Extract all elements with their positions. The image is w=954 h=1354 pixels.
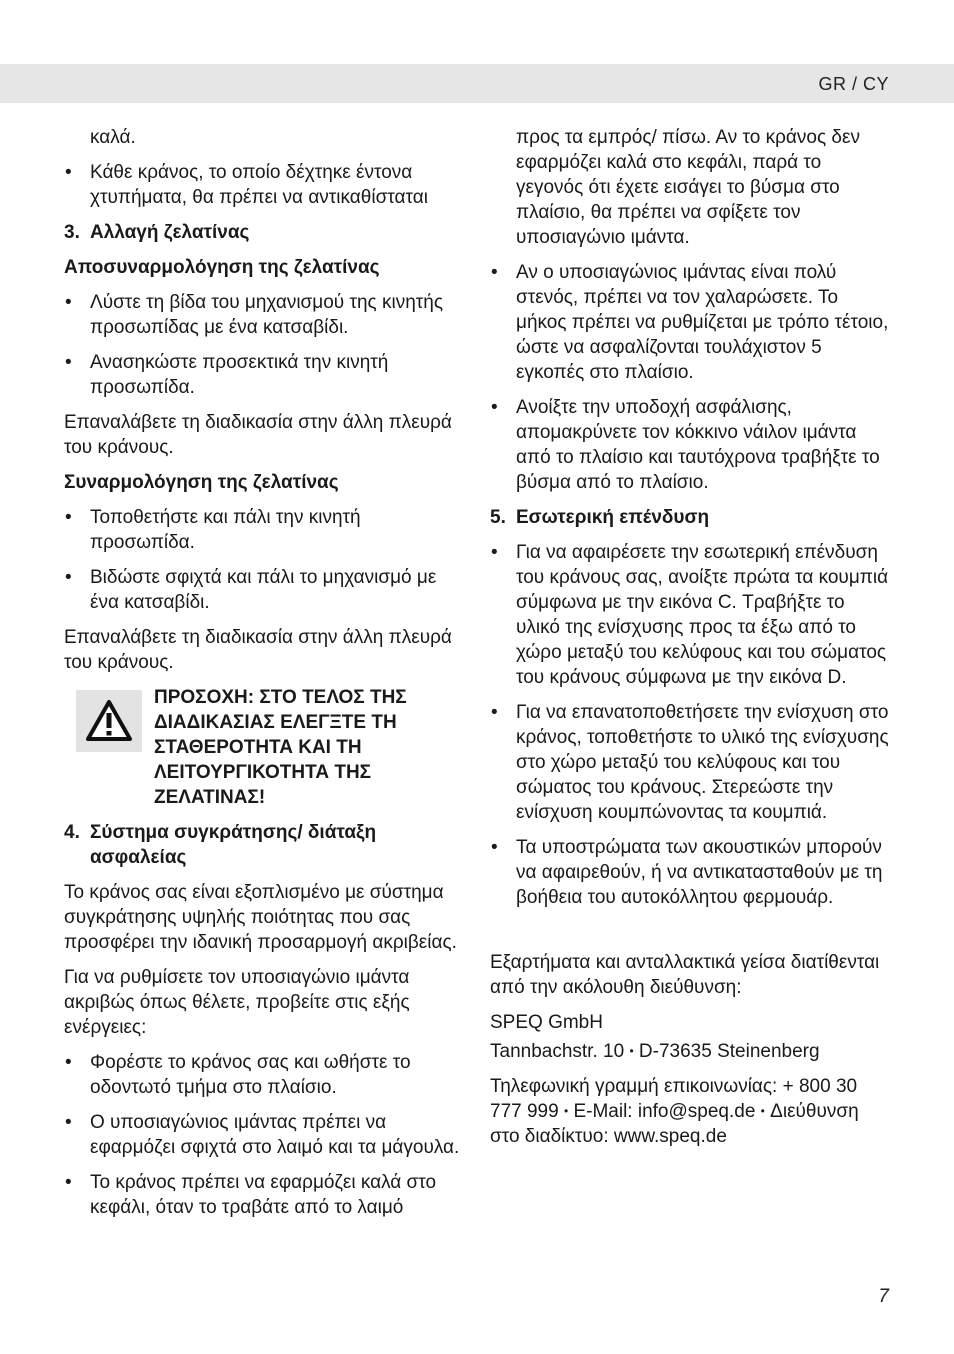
hotline: Τηλεφωνική γραμμή επικοινωνίας: + 800 30 777 999 [490,1076,858,1122]
list-item: • Ανοίξτε την υποδοχή ασφάλισης, απομακρύνετε τον κόκκινο νάιλον ιμάντα από το πλαίσιο και ταυτόχρονα τραβήξτε το βύσμα από το πλαίσιο. [490,395,890,495]
header-bar [0,64,954,103]
subheading-disassembly: Αποσυναρμολόγηση της ζελατίνας [64,257,380,278]
list-item: • Τα υποστρώματα των ακουστικών μπορούν να αφαιρεθούν, ή να αντικατασταθούν με τη βοήθεια του αυτοκόλλητου φερμουάρ. [490,835,890,910]
subheading-assembly: Συναρμολόγηση της ζελατίνας [64,472,339,493]
city: D-73635 Steinenberg [638,1041,820,1062]
list-item: • Για να επανατοποθετήσετε την ενίσχυση στο κράνος, τοποθετήστε το υλικό της ενίσχυσης στο χώρο μεταξύ του κελύφους και του σώματος του κράνους. Στερεώστε την ενίσχυση κουμπώνοντας τα κουμπιά. [490,700,890,825]
paragraph: Το κράνος σας είναι εξοπλισμένο με σύστημα συγκράτησης υψηλής ποιότητας που σας προσφέρει την ιδανική προσαρμογή ακριβείας. [64,882,457,953]
email[interactable]: E-Mail: info@speq.de [573,1101,756,1122]
address-line [490,1039,890,1064]
page-number: 7 [878,1286,889,1307]
list-item: • Τοποθετήστε και πάλι την κινητή προσωπίδα. [64,505,464,555]
bullet-list [64,505,464,615]
paragraph: Επαναλάβετε τη διαδικασία στην άλλη πλευρά του κράνους. [64,627,452,673]
section-title: Αλλαγή ζελατίνας [90,222,250,243]
bullet-list [64,1050,464,1220]
parts-text: Εξαρτήματα και ανταλλακτικά γείσα διατίθενται από την ακόλουθη διεύθυνση: [490,952,880,998]
spacer [490,920,890,950]
right-column [490,125,890,1159]
list-item: • Αν ο υποσιαγώνιος ιμάντας είναι πολύ στενός, πρέπει να τον χαλαρώσετε. Το μήκος πρέπει να ρυθμίζεται με τρόπο τέτοιο, ώστε να ασφαλίζονται τουλάχιστον 5 εγκοπές στο πλαίσιο. [490,260,890,385]
list-item: • Ανασηκώστε προσεκτικά την κινητή προσωπίδα. [64,350,464,400]
section-heading-3 [64,220,464,245]
section-title: Σύστημα συγκράτησης/ διάταξη ασφαλείας [90,822,377,868]
company-name: SPEQ GmbH [490,1012,603,1033]
bullet-list [64,160,464,210]
bullet-list [64,290,464,400]
street: Tannbachstr. 10 [490,1041,625,1062]
warning-icon-box [76,690,142,752]
bullet-list [490,540,890,910]
paragraph: Για να ρυθμίσετε τον υποσιαγώνιο ιμάντα ακριβώς όπως θέλετε, προβείτε στις εξής ενέργειες: [64,967,410,1038]
paragraph: Επαναλάβετε τη διαδικασία στην άλλη πλευρά του κράνους. [64,412,452,458]
warning-triangle-icon [84,698,134,744]
separator-dot: • [760,1104,765,1118]
list-item: • Για να αφαιρέσετε την εσωτερική επένδυση του κράνους σας, ανοίξτε πρώτα τα κουμπιά σύμφωνα με την εικόνα C. Τραβήξτε το υλικό της ενίσχυσης προς τα έξω από το χώρο μεταξύ του κελύφους και του σώματος του κράνους σύμφωνα με την εικόνα D. [490,540,890,690]
list-item: • Βιδώστε σφιχτά και πάλι το μηχανισμό με ένα κατσαβίδι. [64,565,464,615]
list-item: • Ο υποσιαγώνιος ιμάντας πρέπει να εφαρμόζει σφιχτά στο λαιμό και τα μάγουλα. [64,1110,464,1160]
list-item: • Λύστε τη βίδα του μηχανισμού της κινητής προσωπίδας με ένα κατσαβίδι. [64,290,464,340]
section-title: Εσωτερική επένδυση [516,507,710,528]
website[interactable]: Διεύθυνση στο διαδίκτυο: www.speq.de [490,1101,859,1147]
section-heading-4 [64,820,464,870]
bullet-list [490,260,890,495]
list-item: • Το κράνος πρέπει να εφαρμόζει καλά στο κεφάλι, όταν το τραβάτε από το λαιμό [64,1170,464,1220]
section-number: 5. [490,507,506,528]
left-column [64,125,464,1230]
separator-dot: • [563,1104,569,1118]
section-heading-5 [490,505,890,530]
section-number: 4. [64,822,80,843]
continued-text: προς τα εμπρός/ πίσω. Αν το κράνος δεν εφαρμόζει καλά στο κεφάλι, παρά το γεγονός ότι έχετε εισάγει το βύσμα στο πλαίσιο, θα πρέπει να σφίξετε τον υποσιαγώνιο ιμάντα. [516,127,860,248]
language-label: GR / CY [818,74,889,94]
list-item: • Φορέστε το κράνος σας και ωθήστε το οδοντωτό τμήμα στο πλαίσιο. [64,1050,464,1100]
continued-text: καλά. [90,127,136,148]
warning-block [64,685,464,810]
list-item: • Κάθε κράνος, το οποίο δέχτηκε έντονα χτυπήματα, θα πρέπει να αντικαθίσταται [64,160,464,210]
separator-dot: • [629,1044,634,1058]
contact-info [490,1074,890,1149]
warning-text: ΠΡΟΣΟΧΗ: ΣΤΟ ΤΕΛΟΣ ΤΗΣ ΔΙΑΔΙΚΑΣΙΑΣ ΕΛΕΓΞΤΕ ΤΗ ΣΤΑΘΕΡΟΤΗΤΑ ΚΑΙ ΤΗ ΛΕΙΤΟΥΡΓΙΚΟΤΗΤΑ ΤΗΣ ΖΕΛΑΤΙΝΑΣ! [154,687,407,808]
section-number: 3. [64,222,80,243]
